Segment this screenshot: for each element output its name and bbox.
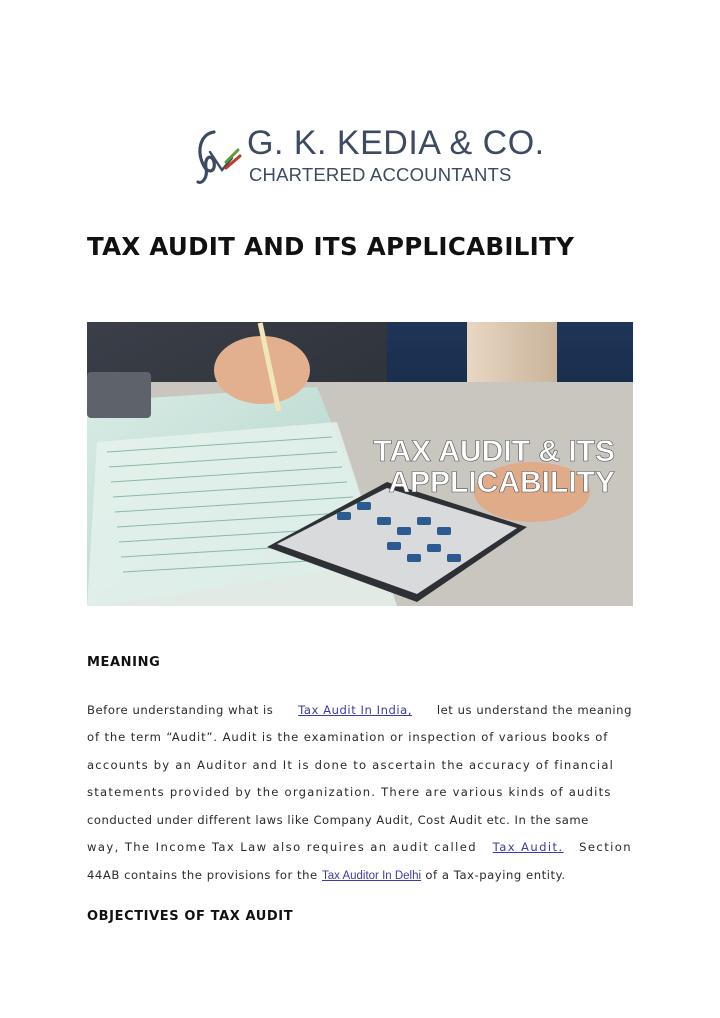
meaning-line-6 bbox=[87, 837, 632, 857]
company-logo bbox=[192, 122, 545, 188]
meaning-line-3: accounts by an Auditor and It is done to ascertain the accuracy of financial bbox=[87, 758, 615, 772]
hero-overlay-line2: APPLICABILITY bbox=[388, 466, 615, 499]
meaning-text: way, The Income Tax Law also requires an audit called bbox=[87, 840, 478, 854]
tax-audit-india-link[interactable]: Tax Audit In India, bbox=[298, 703, 413, 717]
hero-image bbox=[87, 322, 633, 606]
tax-audit-link[interactable]: Tax Audit. bbox=[492, 840, 564, 854]
meaning-line-4: statements provided by the organization. There are various kinds of audits bbox=[87, 785, 612, 799]
hero-overlay-line1: TAX AUDIT & ITS bbox=[373, 435, 615, 468]
meaning-line-2: of the term “Audit”. Audit is the examination or inspection of various books of bbox=[87, 730, 609, 744]
calculator-and-forms-photo-icon bbox=[87, 322, 633, 606]
logo-company-name: G. K. KEDIA & CO. bbox=[247, 124, 545, 162]
gk-monogram-icon bbox=[192, 122, 244, 188]
logo-tagline: CHARTERED ACCOUNTANTS bbox=[249, 164, 512, 185]
meaning-line-5: conducted under different laws like Company Audit, Cost Audit etc. In the same bbox=[87, 813, 589, 827]
meaning-text: let us understand the meaning bbox=[436, 703, 632, 717]
meaning-line-7 bbox=[87, 865, 632, 885]
meaning-text: Section bbox=[579, 840, 632, 854]
page-title: TAX AUDIT AND ITS APPLICABILITY bbox=[87, 232, 575, 261]
meaning-text: 44AB contains the provisions for the bbox=[87, 868, 318, 882]
objectives-heading: OBJECTIVES OF TAX AUDIT bbox=[87, 909, 294, 924]
meaning-line-1 bbox=[87, 700, 632, 720]
tax-auditor-delhi-link[interactable]: Tax Auditor In Delhi bbox=[321, 870, 422, 882]
meaning-heading: MEANING bbox=[87, 655, 161, 670]
meaning-text: of a Tax-paying entity. bbox=[425, 868, 566, 882]
meaning-text: Before understanding what is bbox=[87, 703, 274, 717]
